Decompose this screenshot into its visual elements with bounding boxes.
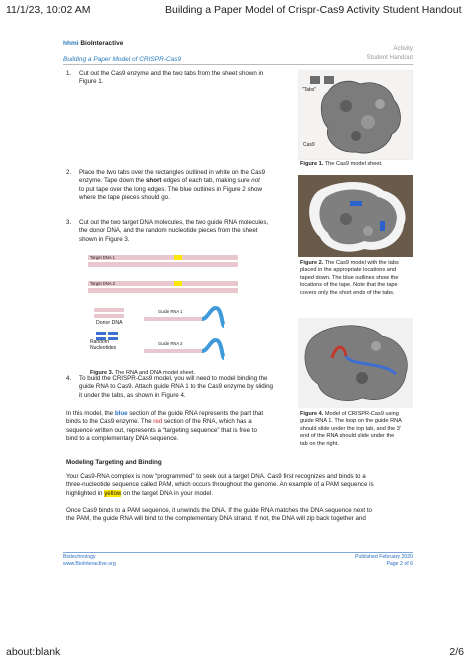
caption-text: The Cas9 model sheet.	[324, 161, 383, 167]
section-paragraph-1	[66, 473, 416, 498]
figure-2-image	[298, 175, 413, 257]
caption-text: Model of CRISPR-Cas9 using	[324, 411, 399, 417]
step-2-text	[79, 169, 289, 202]
model-paragraph	[66, 410, 296, 443]
figure-1-tabs-label: "Tabs"	[302, 87, 317, 93]
blue-word: blue	[114, 410, 128, 417]
caption-line: placed in the appropriate locations and	[300, 267, 397, 274]
caption-line: guide RNA 1. The loop on the guide RNA	[300, 418, 402, 425]
step-1-text	[79, 70, 284, 87]
figure-label: Figure 4.	[300, 411, 324, 417]
footer-website[interactable]: www.BioInteractive.org	[63, 560, 116, 567]
step-text: edges of each tab, making sure	[163, 177, 250, 185]
logo-prefix: hhmi	[63, 40, 79, 47]
paragraph-line	[66, 410, 296, 418]
figure-3-donor-label: Donor DNA	[96, 320, 123, 326]
figure-1-cas9-label: Cas9	[303, 142, 315, 148]
step-line: Cut out the Cas9 enzyme and the two tabs from the sheet shown in	[79, 70, 264, 77]
print-title: Building a Paper Model of Crispr-Cas9 Activity Student Handout	[165, 4, 462, 16]
paragraph-line	[66, 418, 296, 426]
figure-label: Figure 2.	[300, 260, 324, 266]
figure-1-image	[298, 70, 413, 160]
step-line: where the tape pieces should go.	[79, 193, 170, 201]
doc-title: Building a Paper Model of CRISPR-Cas9	[63, 56, 182, 63]
figure-label: Figure 1.	[300, 161, 324, 167]
header-rule	[63, 64, 413, 65]
caption-line-1	[300, 260, 415, 267]
step-line: Figure 1.	[79, 78, 104, 86]
figure-2-caption	[300, 260, 415, 297]
figure-1-caption	[300, 161, 383, 168]
paragraph-line: Your Cas9-RNA complex is now “programmed” to seek out a target DNA. Cas9 first recognizes and binds to a	[66, 473, 366, 480]
step-line: Place the two tabs over the rectangles outlined in white on the Cas9	[79, 169, 266, 176]
step-3-text	[79, 219, 294, 244]
step-line: guide RNA to Cas9. Attach guide RNA 1 to the Cas9 enzyme by sliding	[79, 383, 273, 391]
figure-3-target-1-label: Target DNA 1	[90, 255, 115, 260]
step-text: put tape over the long edges. The blue outlines in Figure 2 show	[85, 185, 262, 193]
figure-4-caption	[300, 411, 415, 448]
step-line: shown in Figure 3.	[79, 235, 130, 243]
figure-3-guide-2-label: Guide RNA 2	[158, 341, 183, 346]
label-line: Random	[90, 339, 109, 345]
step-text: enzyme. Tape down the	[79, 177, 145, 185]
text-run: highlighted in	[66, 489, 103, 497]
step-number: 3.	[66, 219, 72, 226]
paragraph-line: the PAM, the guide RNA will bind to the complementary DNA strand. If not, the DNA will zip back together and	[66, 515, 366, 523]
step-emphasis: short	[145, 177, 162, 185]
step-line-2	[79, 177, 289, 185]
step-line: Cut out the two target DNA molecules, the two guide RNA molecules,	[79, 219, 269, 226]
figure-3-guide-1-label: Guide RNA 1	[158, 309, 183, 314]
step-line: it under the tabs, as shown in Figure 4.	[79, 391, 186, 399]
caption-line: locations of the tape. Note that the tape	[300, 282, 398, 289]
step-4-text	[79, 375, 289, 400]
caption-line: taped down. The blue outlines show the	[300, 274, 399, 281]
figure-label: Figure 3.	[90, 370, 114, 376]
figure-4-image	[298, 318, 413, 408]
paragraph-line: sequence written out, represents a “targeting sequence” that is free to	[66, 426, 257, 434]
caption-text: The Cas9 model with the tabs	[324, 260, 399, 266]
caption-text: The RNA and DNA model sheet.	[114, 370, 195, 376]
label-line: Nucleotides	[90, 345, 117, 351]
footer-published: Published February 2020	[355, 554, 413, 560]
section-paragraph-2	[66, 507, 416, 524]
step-text: to	[79, 185, 85, 193]
print-datetime: 11/1/23, 10:02 AM	[6, 4, 91, 16]
figure-3-random-label	[90, 339, 116, 351]
caption-line-1	[300, 411, 415, 418]
print-page: 2/6	[449, 646, 464, 658]
biointeractive-logo	[63, 40, 123, 47]
footer-left	[63, 554, 116, 567]
footer-subject: Biotechnology	[63, 554, 96, 560]
doc-type-activity: Activity	[393, 45, 413, 52]
doc-type	[367, 44, 413, 62]
text-run: In this model, the	[66, 410, 114, 417]
step-emphasis: not	[251, 177, 260, 185]
footer-page: Page 2 of 6	[386, 560, 413, 567]
step-line: the donor DNA, and the random nucleotide pieces from the sheet	[79, 227, 258, 235]
caption-line: should slide under the top tab, and the 3'	[300, 425, 401, 432]
paragraph-line: three-nucleotide sequence called PAM, which occurs throughout the genome. An example of a PAM sequence is	[66, 481, 374, 489]
figure-3-target-2-label: Target DNA 2	[90, 281, 115, 286]
doc-type-handout: Student Handout	[366, 54, 413, 61]
caption-line: end of the RNA should slide under the	[300, 433, 395, 440]
red-word: red	[153, 418, 163, 426]
print-url: about:blank	[6, 646, 61, 658]
step-number: 2.	[66, 169, 72, 176]
section-heading: Modeling Targeting and Binding	[66, 459, 162, 466]
highlighted-word: yellow	[104, 489, 122, 497]
caption-line: covers only the short ends of the tabs.	[300, 289, 395, 296]
text-run: on the target DNA in your model.	[123, 489, 213, 497]
step-line-3	[79, 186, 289, 194]
footer-right	[355, 554, 413, 567]
footer-rule	[63, 552, 413, 553]
step-line: To build the CRISPR-Cas9 model, you will need to model binding the	[79, 375, 268, 382]
paragraph-line: Once Cas9 binds to a PAM sequence, it unwinds the DNA. If the guide RNA matches the DNA sequence next to	[66, 507, 372, 514]
text-run: section of the RNA, which has a	[163, 418, 252, 426]
text-run: binds to the Cas9 enzyme. The	[66, 418, 152, 426]
logo-name: BioInteractive	[80, 40, 124, 47]
step-number: 4.	[66, 375, 72, 382]
paragraph-line: bind to a complementary DNA sequence.	[66, 434, 179, 442]
caption-line: tab on the right.	[300, 440, 339, 447]
paragraph-line	[66, 490, 416, 498]
step-number: 1.	[66, 70, 72, 77]
text-run: section of the guide RNA represents the part that	[129, 410, 264, 417]
